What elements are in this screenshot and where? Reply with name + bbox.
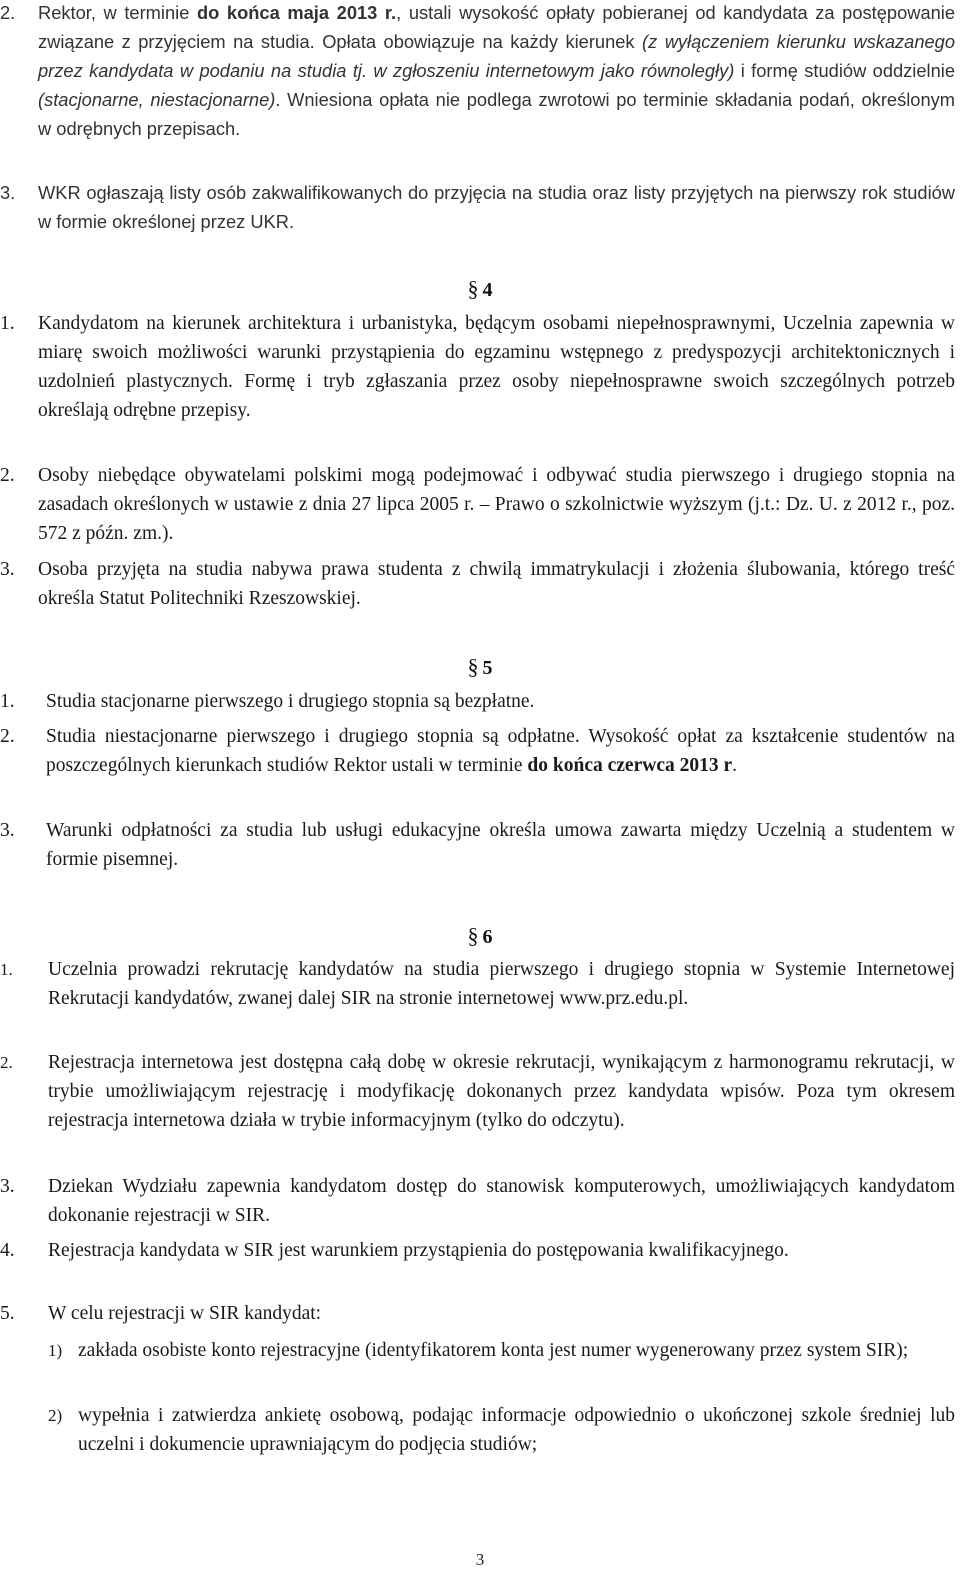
paragraph-text: Studia stacjonarne pierwszego i drugiego stopnia są bezpłatne.: [46, 691, 535, 712]
section-heading-5: § 5: [467, 654, 493, 679]
page-number: 3: [475, 1550, 485, 1569]
subitem-text: zakłada osobiste konto rejestracyjne (identyfikatorem konta jest numer wygenerowany przez system SIR);: [78, 1340, 909, 1361]
item-number: 3.: [0, 182, 16, 203]
section-sign: §: [467, 923, 479, 948]
paragraph-text: W celu rejestracji w SIR kandydat:: [48, 1303, 322, 1324]
item-number: 2.: [0, 465, 15, 486]
italic-note: (stacjonarne, niestacjonarne): [38, 89, 276, 110]
paragraph-text: Warunki odpłatności za studia lub usługi edukacyjne określa umowa zawarta między Uczelnią a studentem w formie pisemnej.: [46, 820, 955, 870]
item-number: 3.: [0, 820, 15, 841]
paragraph-text: Studia niestacjonarne pierwszego i drugiego stopnia są odpłatne. Wysokość opłat za kształcenie studentów na poszczególnych kierunkach studiów Rektor ustali w terminie do końca czerwca 2013 r.: [46, 726, 955, 776]
deadline-bold: do końca maja 2013 r.: [196, 2, 397, 23]
paragraph-4-1: [0, 309, 955, 425]
item-number: 1.: [0, 960, 13, 979]
paragraph-4-3: [0, 555, 955, 613]
paragraph-3-2: [0, 0, 955, 143]
paragraph-6-2: [0, 1048, 955, 1135]
subitem-text: wypełnia i zatwierdza ankietę osobową, podając informacje odpowiednio o ukończonej szkole średniej lub uczelni i dokumencie uprawniającym do podjęcia studiów;: [78, 1405, 955, 1455]
subitem-number: 1): [48, 1341, 63, 1360]
section-sign: §: [467, 654, 479, 679]
paragraph-text: Osoba przyjęta na studia nabywa prawa studenta z chwilą immatrykulacji i złożenia ślubowania, którego treść określa Statut Politechniki Rzeszowskiej.: [38, 559, 955, 609]
paragraph-text: Rejestracja internetowa jest dostępna całą dobę w okresie rekrutacji, wynikającym z harmonogramu rekrutacji, w trybie umożliwiającym rejestrację i modyfikację dokonanych przez kandydata wpisów. Poza tym okresem rejestracja internetowa działa w trybie informacyjnym (tylko do odczytu).: [48, 1052, 955, 1131]
section-heading-4: § 4: [467, 276, 493, 301]
italic-note: (z wyłączeniem kierunku wskazanego przez kandydata w podaniu na studia tj. w zgłoszeniu internetowym jako równoległy): [38, 31, 955, 81]
paragraph-text: Rektor, w terminie do końca maja 2013 r., ustali wysokość opłaty pobieranej od kandydata za postępowanie związane z przyjęciem na studia. Opłata obowiązuje na każdy kierunek (z wyłączeniem kierunku wskazanego przez kandydata w podaniu na studia tj. w zgłoszeniu internetowym jako równoległy) i formę studiów oddzielnie (stacjonarne, niestacjonarne). Wniesiona opłata nie podlega zwrotowi po terminie składania podań, określonym w odrębnych przepisach.: [38, 2, 956, 139]
paragraph-6-3: [0, 1172, 955, 1230]
paragraph-3-3: [0, 178, 955, 236]
item-number: 5.: [0, 1303, 15, 1324]
item-number: 3.: [0, 1176, 15, 1197]
item-number: 3.: [0, 559, 15, 580]
paragraph-6-4: [0, 1236, 955, 1265]
item-number: 1.: [0, 313, 15, 334]
paragraph-6-1: [0, 955, 955, 1013]
subitem-6-5-2: [48, 1401, 955, 1459]
subitem-number: 2): [48, 1406, 63, 1425]
item-number: 2.: [0, 2, 16, 23]
paragraph-text: WKR ogłaszają listy osób zakwalifikowanych do przyjęcia na studia oraz listy przyjętych na pierwszy rok studiów w formie określonej przez UKR.: [38, 182, 955, 232]
paragraph-4-2: [0, 461, 955, 548]
subitem-6-5-1: [48, 1336, 955, 1365]
paragraph-text: Uczelnia prowadzi rekrutację kandydatów na studia pierwszego i drugiego stopnia w Systemie Internetowej Rekrutacji kandydatów, zwanej dalej SIR na stronie internetowej www.prz.edu.pl.: [48, 959, 955, 1009]
paragraph-text: Rejestracja kandydata w SIR jest warunkiem przystąpienia do postępowania kwalifikacyjnego.: [48, 1240, 789, 1261]
paragraph-text: Kandydatom na kierunek architektura i urbanistyka, będącym osobami niepełnosprawnymi, Uczelnia zapewnia w miarę swoich możliwości warunki przystąpienia do egzaminu wstępnego z predyspozycji architektonicznych i uzdolnień plastycznych. Formę i tryb zgłaszania przez osoby niepełnosprawne swoich szczególnych potrzeb określają odrębne przepisy.: [38, 313, 955, 421]
paragraph-6-5: [0, 1299, 955, 1328]
section-sign: §: [467, 276, 479, 301]
paragraph-text: Dziekan Wydziału zapewnia kandydatom dostęp do stanowisk komputerowych, umożliwiających kandydatom dokonanie rejestracji w SIR.: [48, 1176, 955, 1226]
item-number: 2.: [0, 726, 15, 747]
section-heading-6: § 6: [467, 923, 493, 948]
deadline-bold: do końca czerwca 2013 r: [527, 755, 733, 776]
item-number: 4.: [0, 1240, 15, 1261]
paragraph-text: Osoby niebędące obywatelami polskimi mogą podejmować i odbywać studia pierwszego i drugiego stopnia na zasadach określonych w ustawie z dnia 27 lipca 2005 r. – Prawo o szkolnictwie wyższym (j.t.: Dz. U. z 2012 r., poz. 572 z późn. zm.).: [38, 465, 955, 544]
paragraph-5-1: [0, 687, 955, 716]
paragraph-5-3: [0, 816, 955, 874]
paragraph-5-2: [0, 722, 955, 780]
item-number: 2.: [0, 1053, 13, 1072]
item-number: 1.: [0, 691, 15, 712]
